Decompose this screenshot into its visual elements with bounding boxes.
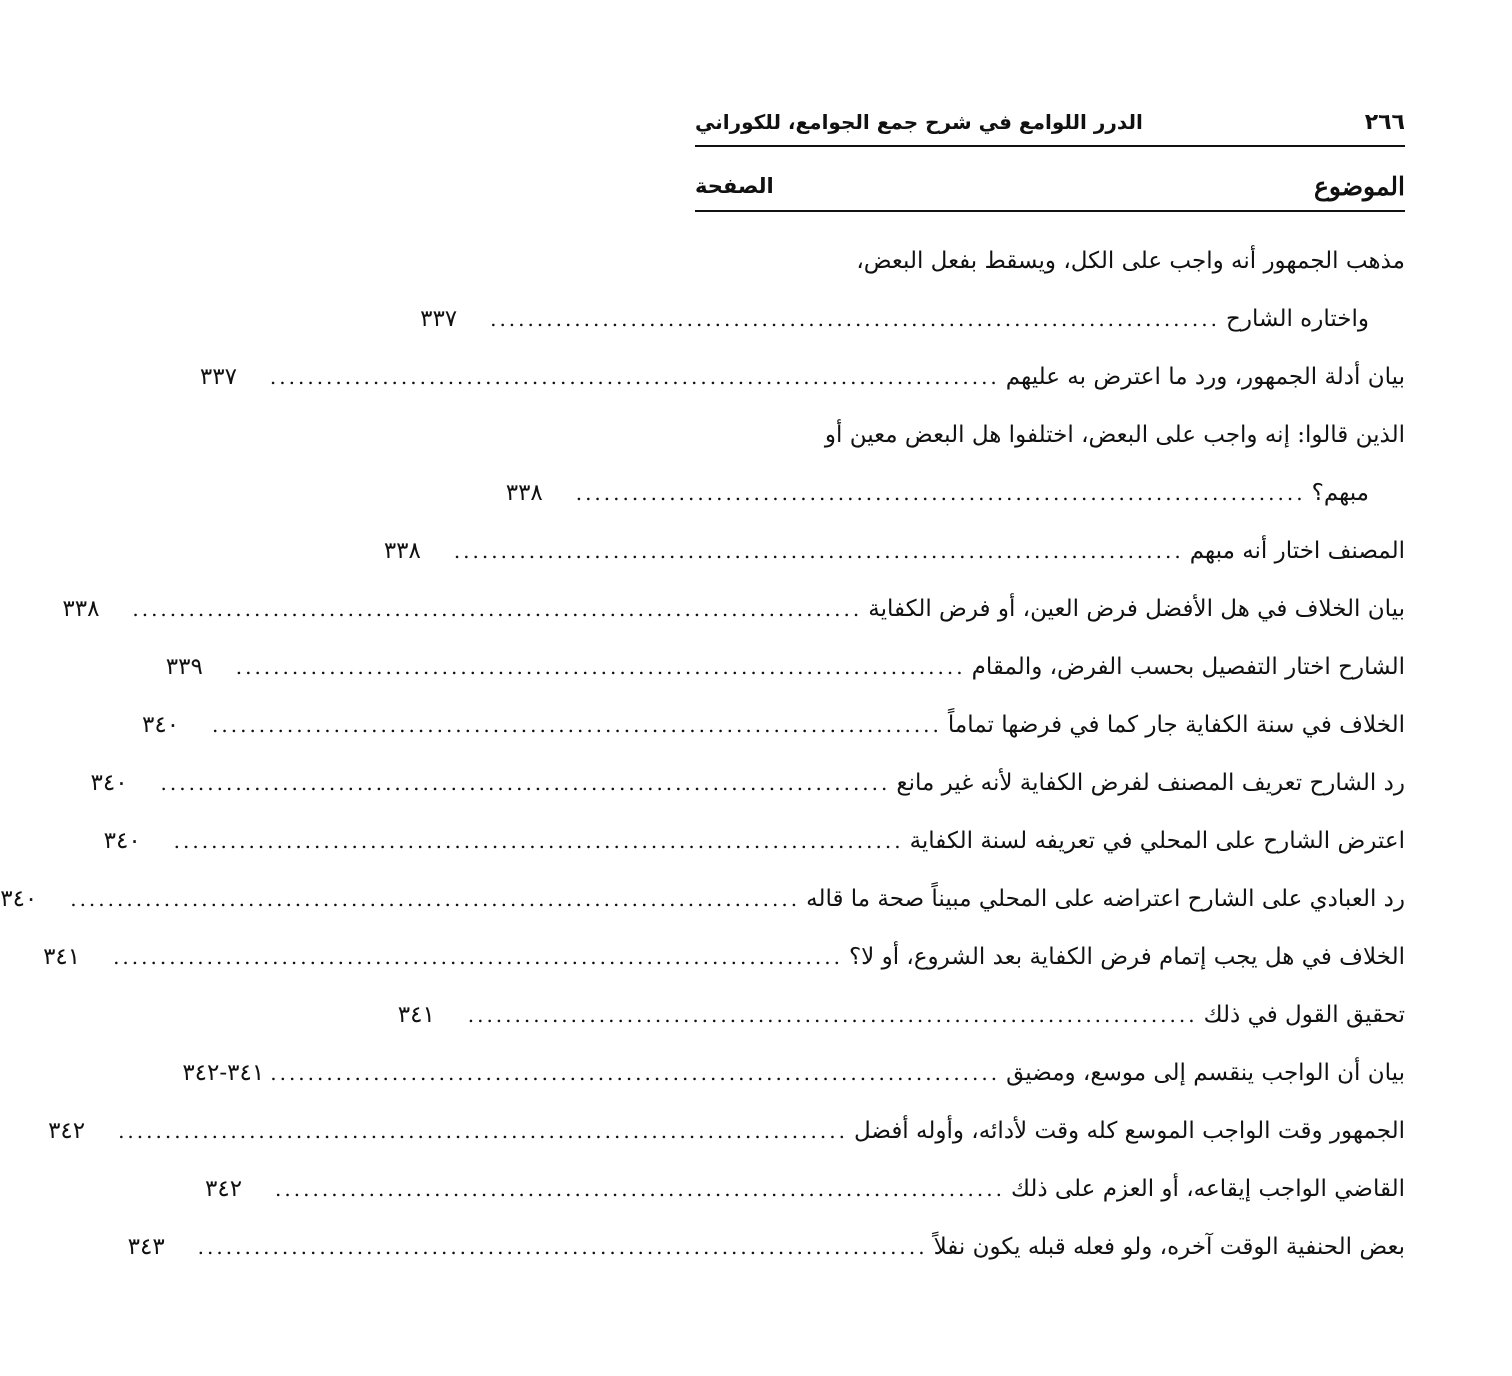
leader-dots: ..............................................................................: [118, 1119, 848, 1143]
index-entry: [48, 1102, 1405, 1160]
entry-text: مبهم؟: [1311, 480, 1369, 506]
leader-dots: ..............................................................................: [197, 1235, 928, 1259]
column-heading-rule: [695, 210, 1405, 212]
leader-dots: ..............................................................................: [575, 481, 1306, 505]
index-entry: [199, 348, 1405, 406]
leader-dots: ..............................................................................: [173, 829, 904, 853]
entry-page: ٣٤٠: [90, 770, 128, 796]
entry-text: بيان أن الواجب ينقسم إلى موسع، ومضيق: [1006, 1060, 1405, 1086]
entry-page: ٣٣٧: [199, 364, 237, 390]
index-entry: [90, 754, 1405, 812]
leader-dots: ..............................................................................: [269, 365, 1000, 389]
leader-dots: ..............................................................................: [235, 655, 966, 679]
entry-page: ٣٤١: [43, 944, 81, 970]
entry-text: الجمهور وقت الواجب الموسع كله وقت لأدائه، وأوله أفضل: [853, 1118, 1405, 1144]
entry-page: ٣٣٧: [420, 306, 458, 332]
index-entry: [127, 1218, 1405, 1276]
page-column-heading: الصفحة: [695, 174, 774, 198]
index-entry: [165, 638, 1405, 696]
index-entry: [383, 522, 1405, 580]
index-entries: [0, 232, 1405, 1276]
entry-page: ٣٤٢: [48, 1118, 86, 1144]
subject-column-heading: الموضوع: [1314, 171, 1405, 201]
entry-text: الخلاف في سنة الكفاية جار كما في فرضها تماماً: [947, 712, 1405, 738]
running-header: [695, 104, 1405, 140]
leader-dots: ..............................................................................: [160, 771, 891, 795]
entry-page: ٣٣٩: [165, 654, 203, 680]
index-entry: [205, 1160, 1405, 1218]
entry-text: اعترض الشارح على المحلي في تعريفه لسنة الكفاية: [909, 828, 1405, 854]
entry-page: ٣٤١-٣٤٢: [182, 1060, 265, 1086]
entry-text: القاضي الواجب إيقاعه، أو العزم على ذلك: [1010, 1176, 1405, 1202]
entry-page: ٣٣٨: [505, 480, 543, 506]
index-entry: [695, 406, 1405, 464]
column-headings: [695, 166, 1405, 206]
entry-text: الذين قالوا: إنه واجب على البعض، اختلفوا هل البعض معين أو: [824, 422, 1405, 448]
index-entry: [695, 232, 1405, 290]
entry-page: ٣٤٣: [127, 1234, 165, 1260]
index-entry: [182, 1044, 1405, 1102]
entry-text: تحقيق القول في ذلك: [1203, 1002, 1405, 1028]
entry-text: الخلاف في هل يجب إتمام فرض الكفاية بعد الشروع، أو لا؟: [848, 944, 1405, 970]
index-entry: [142, 696, 1405, 754]
entry-text: مذهب الجمهور أنه واجب على الكل، ويسقط بفعل البعض،: [856, 248, 1405, 274]
header-rule: [695, 145, 1405, 147]
leader-dots: ..............................................................................: [467, 1003, 1198, 1027]
entry-page: ٣٤٢: [205, 1176, 243, 1202]
index-entry: [43, 928, 1405, 986]
leader-dots: ..............................................................................: [132, 597, 863, 621]
book-title: الدرر اللوامع في شرح جمع الجوامع، للكوراني: [695, 110, 1143, 134]
leader-dots: ..............................................................................: [490, 307, 1220, 331]
index-entry: [0, 870, 1405, 928]
entry-text: بيان أدلة الجمهور، ورد ما اعترض به عليهم: [1005, 364, 1405, 390]
leader-dots: ..............................................................................: [270, 1061, 1001, 1085]
page-number: ٢٦٦: [1364, 109, 1405, 135]
entry-page: ٣٣٨: [383, 538, 421, 564]
leader-dots: ..............................................................................: [453, 539, 1184, 563]
leader-dots: ..............................................................................: [113, 945, 843, 969]
entry-text: الشارح اختار التفصيل بحسب الفرض، والمقام: [971, 654, 1405, 680]
entry-page: ٣٤١: [397, 1002, 435, 1028]
index-entry: [505, 464, 1405, 522]
entry-page: ٣٤٠: [103, 828, 141, 854]
index-entry: [103, 812, 1405, 870]
index-entry: [420, 290, 1405, 348]
leader-dots: ..............................................................................: [275, 1177, 1005, 1201]
entry-text: واختاره الشارح: [1225, 306, 1369, 332]
entry-page: ٣٤٠: [0, 886, 38, 912]
entry-text: بعض الحنفية الوقت آخره، ولو فعله قبله يكون نفلاً: [933, 1234, 1405, 1260]
entry-page: ٣٣٨: [62, 596, 100, 622]
index-entry: [397, 986, 1405, 1044]
entry-text: بيان الخلاف في هل الأفضل فرض العين، أو فرض الكفاية: [868, 596, 1405, 622]
entry-page: ٣٤٠: [142, 712, 180, 738]
index-entry: [62, 580, 1405, 638]
leader-dots: ..............................................................................: [212, 713, 942, 737]
entry-text: المصنف اختار أنه مبهم: [1189, 538, 1405, 564]
entry-text: رد الشارح تعريف المصنف لفرض الكفاية لأنه غير مانع: [896, 770, 1405, 796]
entry-text: رد العبادي على الشارح اعتراضه على المحلي مبيناً صحة ما قاله: [806, 886, 1405, 912]
leader-dots: ..............................................................................: [70, 887, 801, 911]
